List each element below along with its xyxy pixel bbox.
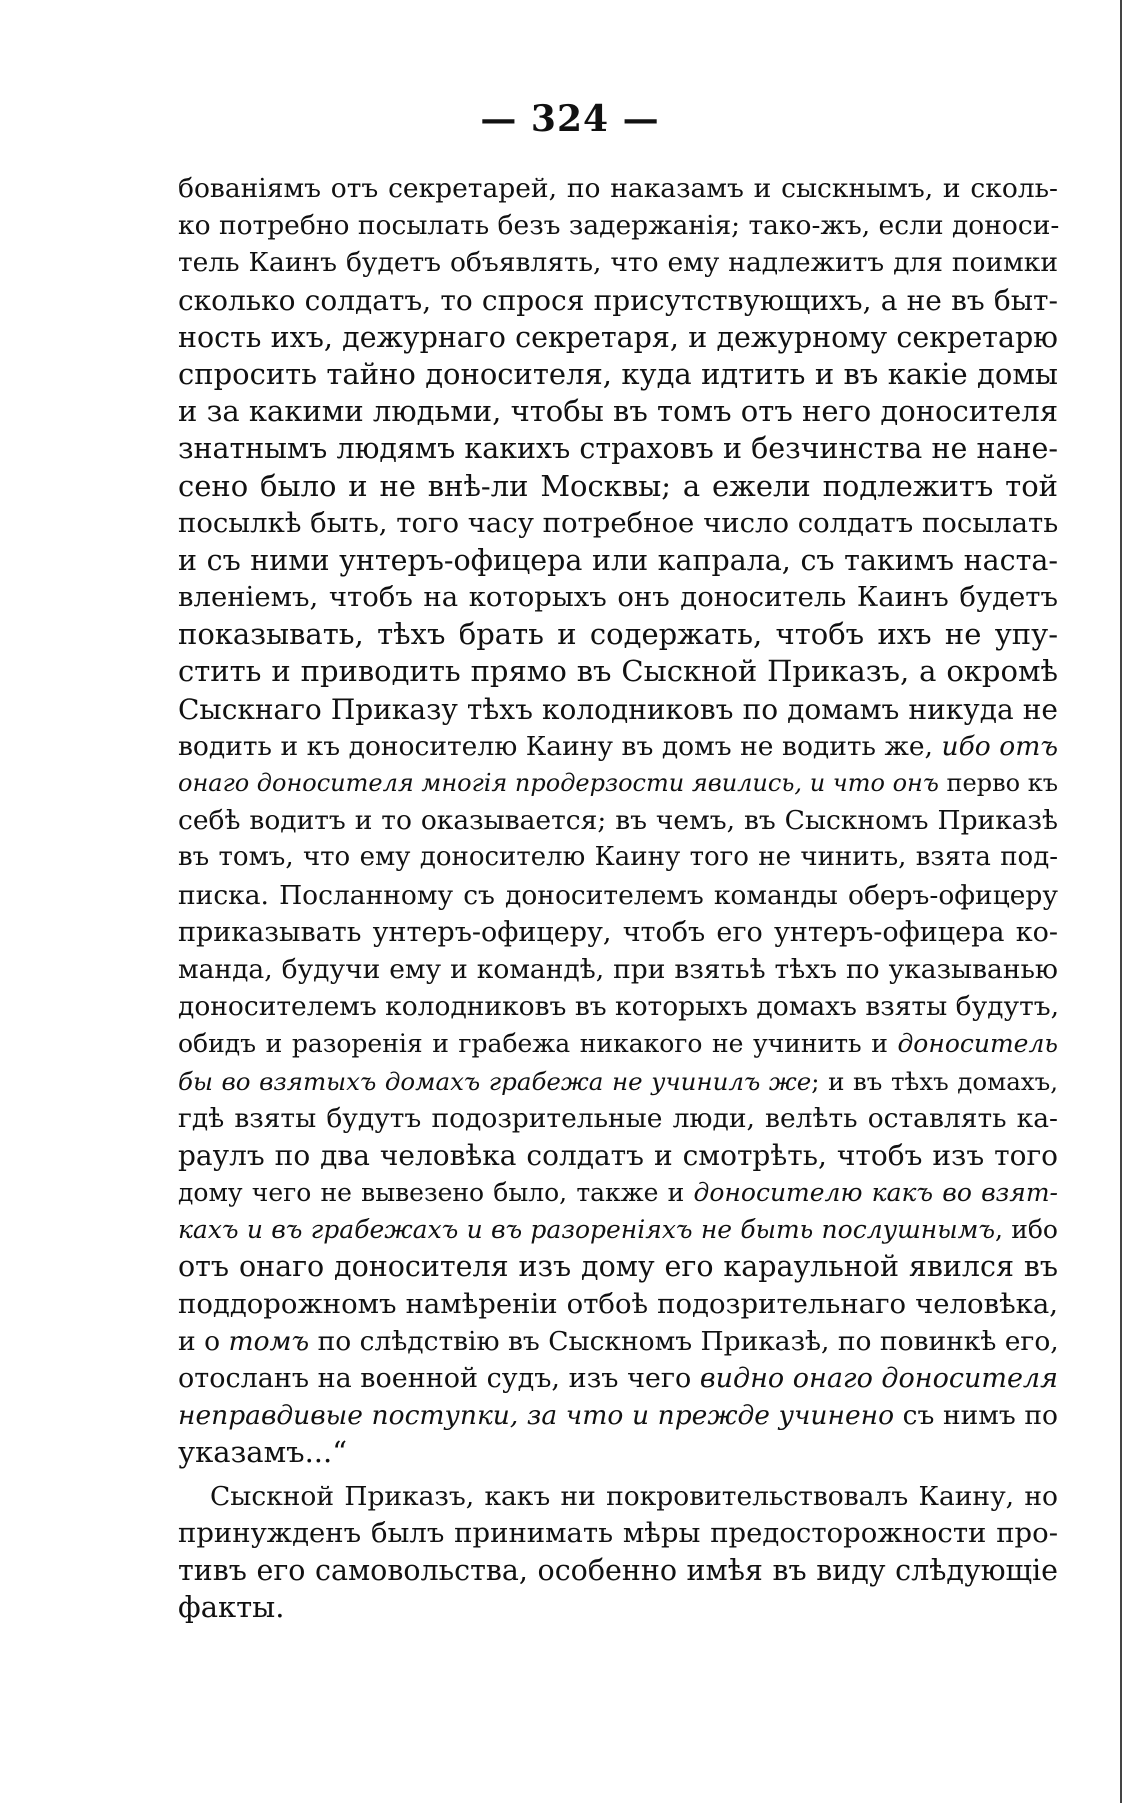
text-segment: ко потребно посылать безъ задержанія; тако-жъ, если доноси- bbox=[178, 210, 1060, 242]
text-line bbox=[178, 616, 1058, 653]
text-segment: и о bbox=[178, 1325, 229, 1357]
text-segment: отосланъ на военной судъ, изъ чего bbox=[178, 1363, 700, 1394]
text-line bbox=[178, 430, 1058, 467]
body-text bbox=[178, 170, 1058, 1626]
text-segment: спросить тайно доносителя, куда идтить и въ какіе домы bbox=[178, 356, 1058, 391]
text-segment: приказывать унтеръ-офицеру, чтобъ его унтеръ-офицера ко- bbox=[178, 916, 1058, 948]
text-segment: тель Каинъ будетъ объявлять, что ему надлежитъ для поимки bbox=[178, 247, 1058, 279]
text-line bbox=[178, 468, 1058, 505]
closing-paragraph bbox=[178, 1478, 1058, 1627]
text-line bbox=[178, 1552, 1058, 1589]
text-line bbox=[178, 505, 1058, 542]
text-segment: гдѣ взяты будутъ подозрительные люди, велѣть оставлять ка- bbox=[178, 1102, 1058, 1134]
italic-segment: кахъ и въ грабежахъ и въ разореніяхъ не быть послушнымъ bbox=[178, 1215, 996, 1245]
text-segment: себѣ водитъ и то оказывается; въ чемъ, въ Сыскномъ Приказѣ bbox=[178, 805, 1058, 837]
text-segment: съ нимъ по bbox=[894, 1400, 1059, 1432]
italic-segment: доносителю какъ во взят- bbox=[693, 1178, 1058, 1208]
text-line bbox=[178, 765, 1058, 802]
text-line bbox=[178, 1434, 1058, 1471]
text-line bbox=[178, 839, 1058, 876]
text-line bbox=[178, 319, 1058, 356]
italic-segment: видно онаго доносителя bbox=[699, 1363, 1058, 1394]
italic-segment: неправдивые поступки, за что и прежде учинено bbox=[178, 1400, 895, 1432]
text-line bbox=[178, 653, 1058, 690]
text-segment: сколько солдатъ, то спрося присутствующихъ, а не въ быт- bbox=[178, 283, 1058, 317]
text-line bbox=[178, 579, 1058, 616]
text-segment: манда, будучи ему и командѣ, при взятьѣ тѣхъ по указыванью bbox=[178, 953, 1058, 985]
text-line bbox=[178, 282, 1058, 319]
text-line bbox=[178, 1360, 1058, 1397]
text-segment: и за какими людьми, чтобы въ томъ отъ него доносителя bbox=[178, 394, 1058, 429]
text-segment: бованіямъ отъ секретарей, по наказамъ и сыскнымъ, и сколь- bbox=[178, 173, 1058, 204]
text-segment: отъ онаго доносителя изъ дому его караульной явился въ bbox=[178, 1250, 1058, 1284]
text-segment: указамъ...“ bbox=[178, 1435, 348, 1470]
text-line bbox=[178, 393, 1058, 430]
page-number: — 324 — bbox=[480, 98, 660, 140]
text-segment: принужденъ былъ принимать мѣры предосторожности про- bbox=[178, 1516, 1058, 1549]
text-segment: показывать, тѣхъ брать и содержать, чтобъ ихъ не упу- bbox=[178, 617, 1058, 652]
text-line bbox=[178, 951, 1058, 988]
text-line bbox=[178, 1286, 1058, 1323]
text-segment: факты. bbox=[178, 1590, 285, 1625]
text-segment: сено было и не внѣ-ли Москвы; а ежели подлежитъ той bbox=[178, 468, 1058, 503]
text-segment: ность ихъ, дежурнаго секретаря, и дежурному секретарю bbox=[178, 320, 1058, 354]
text-segment: писка. Посланному съ доносителемъ команды оберъ-офицеру bbox=[178, 879, 1058, 911]
text-line bbox=[178, 207, 1058, 244]
text-segment: раулъ по два человѣка солдатъ и смотрѣть, чтобъ изъ того bbox=[178, 1138, 1058, 1172]
text-segment: тивъ его самовольства, особенно имѣя въ виду слѣдующіе bbox=[178, 1553, 1058, 1587]
text-line bbox=[178, 802, 1058, 839]
text-segment: знатнымъ людямъ какихъ страховъ и безчинства не нане- bbox=[178, 432, 1058, 466]
text-line bbox=[178, 542, 1058, 579]
text-segment: и съ ними унтеръ-офицера или капрала, съ такимъ наста- bbox=[178, 543, 1058, 577]
text-line bbox=[178, 1137, 1058, 1174]
italic-segment: томъ bbox=[228, 1325, 310, 1357]
text-line bbox=[178, 1589, 1058, 1626]
text-segment: по слѣдствію въ Сыскномъ Приказѣ, по повинкѣ его, bbox=[309, 1325, 1059, 1357]
text-line bbox=[178, 914, 1058, 951]
italic-segment: доноситель bbox=[897, 1029, 1058, 1059]
text-line bbox=[178, 1478, 1058, 1515]
text-line bbox=[178, 170, 1058, 207]
text-segment: вленіемъ, чтобъ на которыхъ онъ доноситель Каинъ будетъ bbox=[178, 581, 1058, 614]
text-segment: Сыскной Приказъ, какъ ни покровительствовалъ Каину, но bbox=[210, 1480, 1058, 1512]
text-line bbox=[178, 1323, 1058, 1360]
text-segment: перво къ bbox=[938, 769, 1058, 797]
text-line bbox=[178, 1515, 1058, 1552]
text-segment: , ибо bbox=[995, 1215, 1058, 1245]
text-line bbox=[178, 988, 1058, 1025]
text-line bbox=[178, 1248, 1058, 1285]
text-segment: стить и приводить прямо въ Сыскной Приказъ, а окромѣ bbox=[178, 654, 1058, 689]
text-line bbox=[178, 244, 1058, 281]
text-segment: дому чего не вывезено было, также и bbox=[178, 1178, 694, 1208]
text-line bbox=[178, 691, 1058, 728]
text-line bbox=[178, 356, 1058, 393]
text-line bbox=[178, 1025, 1058, 1062]
page-edge-rule bbox=[1120, 0, 1122, 1803]
text-segment: поддорожномъ намѣреніи отбоѣ подозрительнаго человѣка, bbox=[178, 1287, 1058, 1320]
text-line bbox=[178, 877, 1058, 914]
text-segment: посылкѣ быть, того часу потребное число солдатъ посылать bbox=[178, 506, 1059, 539]
text-line bbox=[178, 1100, 1058, 1137]
text-segment: ; и въ тѣхъ домахъ, bbox=[811, 1066, 1058, 1096]
italic-segment: ибо отъ bbox=[941, 730, 1058, 762]
text-line bbox=[178, 1211, 1058, 1248]
italic-segment: онаго доносителя многія продерзости явились, и что онъ bbox=[178, 769, 939, 797]
text-segment: водить и къ доносителю Каину въ домъ не водить же, bbox=[178, 730, 942, 762]
text-line bbox=[178, 728, 1058, 765]
text-line bbox=[178, 1174, 1058, 1211]
italic-segment: бы во взятыхъ домахъ грабежа не учинилъ же bbox=[178, 1066, 812, 1096]
text-segment: обидъ и разоренія и грабежа никакого не учинить и bbox=[178, 1029, 898, 1059]
text-segment: доносителемъ колодниковъ въ которыхъ домахъ взяты будутъ, bbox=[178, 991, 1060, 1023]
text-segment: Сыскнаго Приказу тѣхъ колодниковъ по домамъ никуда не bbox=[178, 692, 1058, 726]
quote-paragraph bbox=[178, 170, 1058, 1472]
text-line bbox=[178, 1397, 1058, 1434]
text-segment: въ томъ, что ему доносителю Каину того не чинить, взята под- bbox=[178, 842, 1058, 873]
text-line bbox=[178, 1063, 1058, 1100]
